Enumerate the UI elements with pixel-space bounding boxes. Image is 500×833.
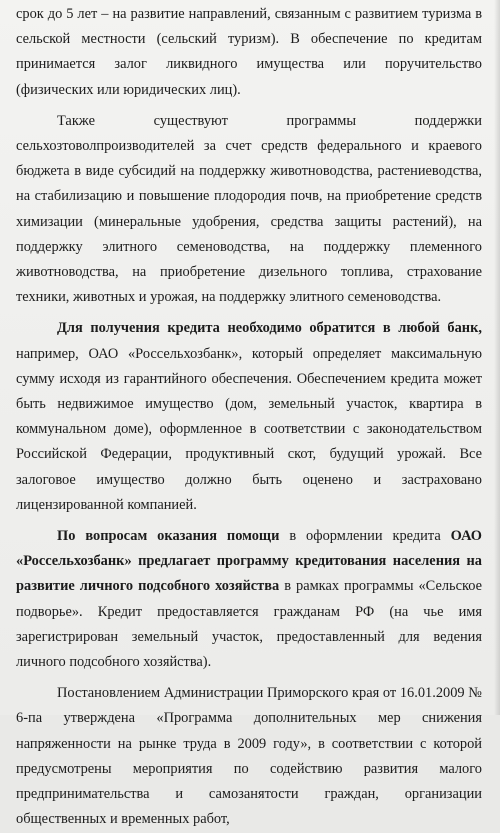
paragraph-4 bbox=[16, 524, 482, 675]
paragraph-3 bbox=[16, 316, 482, 518]
paragraph-3-bold-lead: Для получения кредита необходимо обратится в любой банк, bbox=[57, 320, 482, 337]
paragraph-1-text: срок до 5 лет – на развитие направлений, связанным с развитием туризма в сельской местности (сельский туризм). В обеспечение по кредитам принимается залог ликвидного имущества или поручительство (физических или юридических лиц). bbox=[16, 6, 482, 98]
paragraph-5 bbox=[16, 681, 482, 832]
paragraph-2 bbox=[16, 109, 482, 311]
paragraph-4-text-a: в оформлении кредита bbox=[279, 528, 451, 545]
paragraph-1 bbox=[16, 2, 482, 103]
paragraph-2-text: Также существуют программы поддержки сельхозтоволпроизводителей за счет средств федерального и краевого бюджета в виде субсидий на поддержку животноводства, растениеводства, на стабилизацию и повышение плодородия почв, на приобретение средств химизации (минеральные удобрения, средства защиты растений), на поддержку элитного семеноводства, на поддержку племенного животноводства, на приобретение дизельного топлива, страхование техники, животных и урожая, на поддержку элитного семеноводства. bbox=[16, 112, 482, 306]
paragraph-4-bold-lead: По вопросам оказания помощи bbox=[57, 528, 280, 545]
paragraph-5-text: Постановлением Администрации Приморского края от 16.01.2009 № 6-па утверждена «Программа дополнительных мер снижения напряженности на рынке труда в 2009 году», в соответствии с которой предусмотрены мероприятия по содействию развития малого предпринимательства и самозанятости граждан, организации общественных и временных работ, bbox=[16, 685, 482, 828]
paragraph-3-text: например, ОАО «Россельхозбанк», который определяет максимальную сумму исходя из гарантийного обеспечения. Обеспечением кредита может быть недвижимое имущество (дом, земельный участок, квартира в коммунальном доме), оформленное в соответствии с законодательством Российской Федерации, продуктивный скот, будущий урожай. Все залоговое имущество должно быть оценено и застраховано лицензированной компанией. bbox=[16, 345, 482, 513]
paragraph-4-bold-program: ОАО «Россельхозбанк» предлагает программу кредитования населения на развитие личного подсобного хозяйства bbox=[16, 528, 483, 595]
paragraph-4-text-b: в рамках программы «Сельское подворье». Кредит предоставляется гражданам РФ (на чье имя зарегистрирован земельный участок, предоставленный для ведения личного подсобного хозяйства). bbox=[16, 578, 482, 671]
page-edge-shadow bbox=[494, 0, 500, 715]
